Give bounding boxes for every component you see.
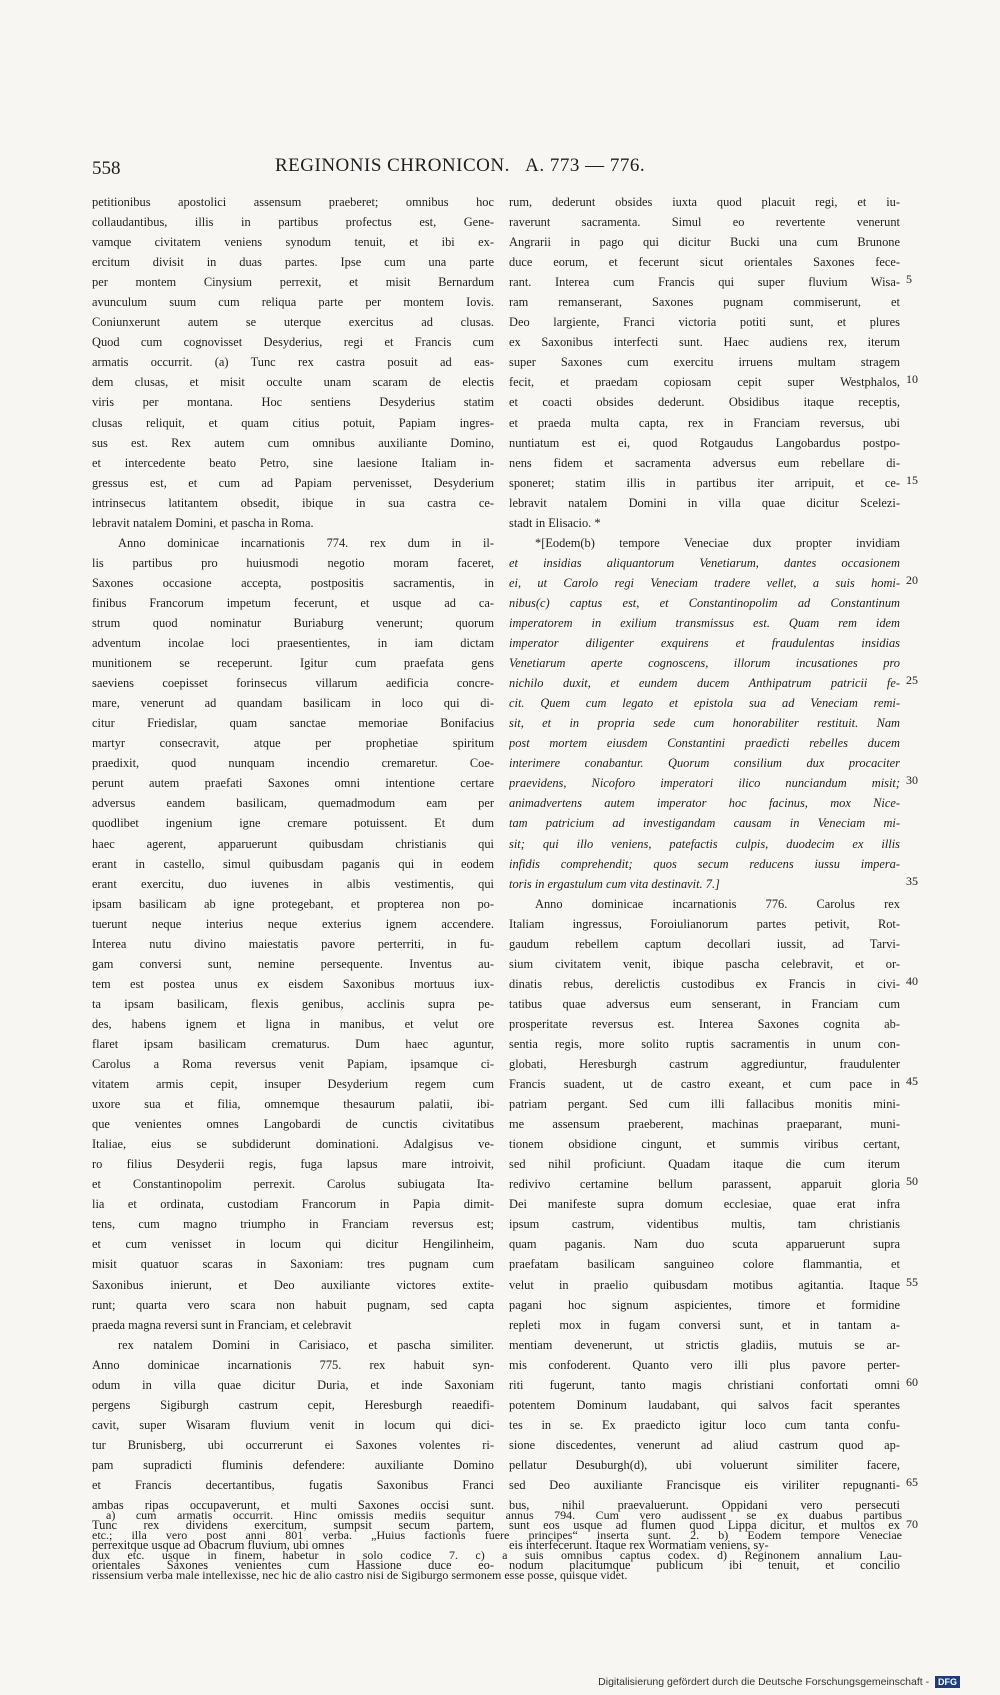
line-number: 40 <box>906 973 918 988</box>
text-line: saeviens coepisset forinsecus villarum aedificia concre- <box>92 676 494 691</box>
chronicle-title: REGINONIS CHRONICON. <box>275 155 510 176</box>
text-line: duce eorum, et fecerunt sicut orientales Saxones fece- <box>509 255 900 270</box>
dfg-logo: DFG <box>935 1676 960 1688</box>
text-line: gressus est, et cum ad Papiam pervenisset, Desyderium <box>92 475 494 490</box>
text-line: haec agerent, apparuerunt quibusdam christianis qui <box>92 836 494 851</box>
text-line: petitionibus apostolici assensum praeberet; omnibus hoc <box>92 195 494 209</box>
text-line: pergens Sigiburgh castrum cepit, Heresburgh reaedifi- <box>92 1397 494 1412</box>
text-line: munitionem se receperunt. Igitur cum praefata gens <box>92 656 494 671</box>
text-line: praefatam basilicam sanguineo colore flammantia, et <box>509 1257 900 1272</box>
text-line: prosperitate reversus est. Interea Saxones cognita ab- <box>509 1016 900 1031</box>
text-line: pellatur Desuburgh(d), ubi voluerunt similiter facere, <box>509 1457 900 1472</box>
text-line: runt; quarta vero scara non habuit pugnam, sed capta <box>92 1297 494 1312</box>
text-line: patriam pergant. Sed cum illi fallacibus monitis mini- <box>509 1097 900 1112</box>
text-line: toris in ergastulum cum vita destinavit. 7.] <box>509 876 720 891</box>
text-line: ex Saxonibus interfecti sunt. Haec audiens rex, iterum <box>509 335 900 350</box>
text-line: Saxonibus inierunt, et Deo auxiliante victores extite- <box>92 1277 494 1292</box>
text-line: rant. Interea cum Francis qui super fluvium Wisa- <box>509 275 900 290</box>
text-line: tem est postea unus ex eisdem Saxonibus mortuus iux- <box>92 976 494 991</box>
left-column <box>92 192 494 1575</box>
text-line: mis confoderent. Quanto vero illi plus pavore perter- <box>509 1357 900 1372</box>
text-line: et cum venisset in locum qui dicitur Hengilinheim, <box>92 1237 494 1252</box>
text-line: gaudum rebellem captum decollari iussit, ad Tarvi- <box>509 936 900 951</box>
text-line: et insidias aliquantorum Venetiarum, dantes occasionem <box>509 555 900 570</box>
text-line: lis partibus pro huiusmodi negotio moram faceret, <box>92 555 494 570</box>
text-line: sus est. Rex autem cum omnibus auxiliante Domino, <box>92 435 494 450</box>
text-line: tuerunt neque interius neque exterius ignem accendere. <box>92 916 494 931</box>
text-line: interimere conabantur. Quorum consilium dux procaciter <box>509 756 900 771</box>
text-line: Francis suadent, ut de castro exeant, et cum pace in <box>509 1077 900 1092</box>
text-line: Anno dominicae incarnationis 776. Carolus rex <box>535 896 900 911</box>
line-number: 20 <box>906 572 918 587</box>
text-line: velut in praelio quibusdam motibus agitantia. Itaque <box>509 1277 900 1292</box>
footnote-line-number: 70 <box>906 1517 918 1531</box>
text-line: imperator diligenter exquirens et fraudulentas insidias <box>509 636 900 651</box>
text-line: infidis comprehendit; quos secum reducens iussu impera- <box>509 856 900 871</box>
text-line: animadvertens autem imperator hoc facinus, mox Nice- <box>509 796 900 811</box>
digitization-credit <box>598 1676 960 1688</box>
text-line: odum in villa quae dicitur Duria, et inde Saxoniam <box>92 1377 494 1392</box>
text-line: ercitum divisit in duas partes. Ipse cum una parte <box>92 255 494 270</box>
footnotes <box>92 1505 902 1585</box>
text-line: Italiam ingressus, Foroiulianorum partes petivit, Rot- <box>509 916 900 931</box>
text-line: super Saxones cum exercitu irruens multam stragem <box>509 355 900 370</box>
text-line: et intercedente beato Petro, sine laesione Italiam in- <box>92 455 494 470</box>
text-line: lia et ordinata, custodiam Francorum in Papia dimit- <box>92 1197 494 1212</box>
text-line: flaret ipsam basilicam crematurus. Dum haec aguntur, <box>92 1036 494 1051</box>
text-line: riti fugerunt, tanto magis christiani confortati omni <box>509 1377 900 1392</box>
text-line: nibus(c) captus est, et Constantinopolim ad Constantinum <box>509 595 900 610</box>
text-line: raverunt sacramenta. Simul eo revertente venerunt <box>509 215 900 230</box>
text-line: mare, venerunt ad quandam basilicam in loco qui di- <box>92 696 494 711</box>
text-line: tam patricium ad investigandam causam in Veneciam mi- <box>509 816 900 831</box>
text-line: Coniunxerunt autem se uterque exercitus ad clusas. <box>92 315 494 330</box>
text-line: Venetiarum aperte cognoscens, illorum incusationes pro <box>509 656 900 671</box>
line-number: 65 <box>906 1475 918 1490</box>
text-line: Deo largiente, Franci victoria potiti sunt, et plures <box>509 315 900 330</box>
text-line: lebravit natalem Domini in villa quae dicitur Scelezi- <box>509 495 900 510</box>
text-line: misit quatuor scaras in Saxoniam: tres pugnam cum <box>92 1257 494 1272</box>
text-line: praevidens, Nicoforo imperatori ilico nunciandum misit; <box>509 776 900 791</box>
footnote-line: dux etc. usque in finem, habetur in solo codice 7. c) a suis omnibus captus codex. d) Reginonem annalium Lau- <box>92 1548 902 1562</box>
text-line: avunculum suum cum reliqua parte per montem Iovis. <box>92 295 494 310</box>
text-line: stadt in Elisacio. * <box>509 515 601 530</box>
text-line: sunt eos usque ad flumen quod Lippa dicitur, et multos ex <box>509 1518 900 1533</box>
text-line: quam paganis. Nam duo scuta apparuerunt supra <box>509 1237 900 1252</box>
text-line: Dei manifeste supra domum ecclesiae, quae erat infra <box>509 1197 900 1212</box>
text-line: et praeda multa capta, rex in Franciam reversus, ubi <box>509 415 900 430</box>
text-line: sit, et in propria sede cum honorabiliter restituit. Nam <box>509 716 900 731</box>
line-number: 10 <box>906 372 918 387</box>
text-line: lebravit natalem Domini, et pascha in Roma. <box>92 515 314 530</box>
text-line: armatis occurrit. (a) Tunc rex castra posuit ad eas- <box>92 355 494 370</box>
line-number: 45 <box>906 1074 918 1089</box>
text-line: fecit, et praedam copiosam cepit super Westphalos, <box>509 375 900 390</box>
text-line: sed nihil proficiunt. Quadam itaque die cum iterum <box>509 1157 900 1172</box>
footnote-line: rissensium verba male intellexisse, nec hic de alio castro nisi de Sigiburgo sermonem esse posse, quisque videt. <box>92 1568 628 1582</box>
text-line: pagani hoc signum aspicientes, timore et formidine <box>509 1297 900 1312</box>
text-line: finibus Francorum impetum fecerunt, et usque ad ca- <box>92 595 494 610</box>
text-line: erant in castello, simul quibusdam paganis qui in eodem <box>92 856 494 871</box>
text-line: Italiae, eius se subdiderunt dominationi. Adalgisus ve- <box>92 1137 494 1152</box>
text-line: rex natalem Domini in Carisiaco, et pascha similiter. <box>118 1337 494 1352</box>
text-line: sione discedentes, venerunt ad aliud castrum quod ap- <box>509 1437 900 1452</box>
text-line: ambas ripas occupaverunt, et multi Saxones occisi sunt. <box>92 1498 494 1513</box>
text-line: cavit, super Wisaram fluvium venit in locum qui dici- <box>92 1417 494 1432</box>
text-line: collaudantibus, illis in partibus profectus est, Gene- <box>92 215 494 230</box>
text-line: sium civitatem venit, ibique pascha celebravit, et or- <box>509 956 900 971</box>
text-line: martyr consecravit, atque per prophetiae spiritum <box>92 736 494 751</box>
text-line: tens, cum magno triumpho in Franciam reversus est; <box>92 1217 494 1232</box>
text-line: ipsum castrum, videntibus multis, tam christianis <box>509 1217 900 1232</box>
line-number: 60 <box>906 1374 918 1389</box>
text-line: quodlibet ingenium igne cremare potuissent. Et dum <box>92 816 494 831</box>
text-line: Tunc rex dividens exercitum, sumpsit secum partem, <box>92 1518 494 1533</box>
year-range: A. 773 — 776. <box>525 155 646 176</box>
text-line: *[Eodem(b) tempore Veneciae dux propter invidiam <box>535 535 900 550</box>
text-line: globati, Heresburgh castrum aggrediuntur, fraudulenter <box>509 1057 900 1072</box>
text-line: adversus eandem basilicam, quemadmodum eam per <box>92 796 494 811</box>
text-line: nichilo duxit, et eundem ducem Anthipatrum patricii fe- <box>509 676 900 691</box>
text-line: sponeret; statim illis in partibus iter arripuit, et ce- <box>509 475 900 490</box>
text-line: sit; qui illo veniens, patefactis culpis, duodecim ex illis <box>509 836 900 851</box>
text-line: rum, dederunt obsides iuxta quod placuit regi, et iu- <box>509 195 900 209</box>
text-line: perunt autem praefati Saxones omni intentione certare <box>92 776 494 791</box>
text-line: citur Friedislar, quam sanctae memoriae Bonifacius <box>92 716 494 731</box>
text-line: que venientes omnes Langobardi de cunctis civitatibus <box>92 1117 494 1132</box>
text-line: nodum placitumque publicum ibi tenuit, et concilio <box>509 1558 900 1573</box>
text-line: tes in se. Ex praedicto igitur loco cum tanta confu- <box>509 1417 900 1432</box>
footnote-line: a) cum armatis occurrit. Hinc omissis mediis sequitur annus 794. Cum vero audissent se ex duabus partibus <box>106 1508 902 1522</box>
text-line: praedixit, quod nunquam incendio cremaretur. Coe- <box>92 756 494 771</box>
text-line: et Constantinopolim perrexit. Carolus subiugata Ita- <box>92 1177 494 1192</box>
text-line: Anno dominicae incarnationis 775. rex habuit syn- <box>92 1357 494 1372</box>
text-line: ram remanserant, Saxones pugnam commiserunt, et <box>509 295 900 310</box>
text-line: viris per montana. Hoc sentiens Desyderius statim <box>92 395 494 410</box>
text-line: mentiam devenerunt, ut strictis gladiis, mutuis se ar- <box>509 1337 900 1352</box>
text-line: uxore sua et filia, omnemque thesaurum palatii, ibi- <box>92 1097 494 1112</box>
text-line: bus, nihil praevaluerunt. Oppidani vero persecuti <box>509 1498 900 1513</box>
text-line: adventum incolae loci praesentientes, in iam dictam <box>92 636 494 651</box>
line-number: 25 <box>906 673 918 688</box>
text-line: Angrarii in pago qui dicitur Bucki una cum Brunone <box>509 235 900 250</box>
credit-text: Digitalisierung gefördert durch die Deutsche Forschungsgemeinschaft - <box>598 1676 930 1688</box>
running-title <box>275 155 645 177</box>
text-line: eis interfecerunt. Itaque rex Wormatiam veniens, sy- <box>509 1538 769 1553</box>
text-line: repleti mox in fugam conversi sunt, et in tantam a- <box>509 1317 900 1332</box>
right-column <box>509 192 900 1575</box>
text-line: dem clusas, et misit occulte unam scaram de electis <box>92 375 494 390</box>
text-line: Quod cum cognovisset Desyderius, regi et Francis cum <box>92 335 494 350</box>
text-line: tatibus quae adversus eum senserant, in Franciam cum <box>509 996 900 1011</box>
text-line: sed Deo auxiliante Francisque eis viriliter repugnanti- <box>509 1478 900 1492</box>
line-number: 50 <box>906 1174 918 1189</box>
text-line: tionem obsidione cingunt, et summis viribus certant, <box>509 1137 900 1152</box>
text-line: nens fidem et sacramenta adversus eum rebellare di- <box>509 455 900 470</box>
line-number: 35 <box>906 873 918 888</box>
text-line: praeda magna reversi sunt in Franciam, et celebravit <box>92 1317 352 1332</box>
text-line: ro filius Desyderii regis, fuga lapsus mare introivit, <box>92 1157 494 1172</box>
text-line: me assensum praeberent, machinas praeparant, muni- <box>509 1117 900 1132</box>
text-line: et Francis decertantibus, fugatis Saxonibus Franci <box>92 1478 494 1492</box>
line-number: 30 <box>906 773 918 788</box>
text-line: sentia regis, more solito ruptis sacramentis in unum con- <box>509 1036 900 1051</box>
text-line: strum quod nominatur Buriaburg venerunt; quorum <box>92 615 494 630</box>
text-line: et coacti obsides dederunt. Obsidibus itaque receptis, <box>509 395 900 410</box>
text-line: redivivo certamine bellum parassent, apparuit gloria <box>509 1177 900 1192</box>
text-line: nuntiatum est ei, quod Rotgaudus Langobardus postpo- <box>509 435 900 450</box>
text-line: pam supradicti fluminis defendere: auxiliante Domino <box>92 1457 494 1472</box>
text-line: intrinsecus latitantem obsedit, ibique in sua castra ce- <box>92 495 494 510</box>
text-line: clusas reliquit, et quam citius potuit, Papiam ingres- <box>92 415 494 430</box>
text-line: dinatis rebus, derelictis custodibus ex Francis in civi- <box>509 976 900 991</box>
line-number: 55 <box>906 1274 918 1289</box>
line-number: 15 <box>906 472 918 487</box>
page-number: 558 <box>92 158 121 179</box>
text-line: ta ipsam basilicam, flexis genibus, acclinis supra pe- <box>92 996 494 1011</box>
text-line: tur Brunisberg, ubi occurrerunt ei Saxones volentes ri- <box>92 1437 494 1452</box>
text-line: gam conversi sunt, nemine persequente. Inventus au- <box>92 956 494 971</box>
line-number: 5 <box>906 272 912 287</box>
text-line: ipsam basilicam ab igne protegebant, et propterea non po- <box>92 896 494 911</box>
text-line: potentem Dominum laudabant, qui salvos facit sperantes <box>509 1397 900 1412</box>
text-line: Carolus a Roma reversus venit Papiam, ipsamque ci- <box>92 1057 494 1072</box>
footnote-line: etc.; illa vero post anni 801 verba. „Huius factionis fuere principes“ inserta sunt. 2. b) Eodem tempore Veneciae <box>92 1528 902 1542</box>
text-line: orientales Saxones venientes cum Hassione duce eo- <box>92 1558 494 1573</box>
text-line: des, habens ignem et ligna in manibus, et velut ore <box>92 1016 494 1031</box>
text-line: ei, ut Carolo regi Veneciam tradere vellet, a suis homi- <box>509 575 900 590</box>
text-line: perrexitque usque ad Obacrum fluvium, ubi omnes <box>92 1538 345 1553</box>
text-line: cit. Quem cum legato et epistola sua ad Veneciam remi- <box>509 696 900 711</box>
text-line: vamque civitatem veniens synodum tenuit, et ibi ex- <box>92 235 494 250</box>
text-line: Interea nutu divino maiestatis pavore perterriti, in fu- <box>92 936 494 951</box>
text-line: vitatem armis cepit, insuper Desyderium regem cum <box>92 1077 494 1092</box>
text-line: imperatorem in exilium transmissus est. Quam rem idem <box>509 615 900 630</box>
text-line: Anno dominicae incarnationis 774. rex dum in il- <box>118 535 494 550</box>
text-line: erant exercitu, duo iuvenes in albis vestimentis, qui <box>92 876 494 891</box>
text-line: Saxones occasione accepta, postpositis sacramentis, in <box>92 575 494 590</box>
text-line: post mortem eiusdem Constantini praedicti rebelles ducem <box>509 736 900 751</box>
text-line: per montem Cinysium perrexit, et misit Bernardum <box>92 275 494 290</box>
